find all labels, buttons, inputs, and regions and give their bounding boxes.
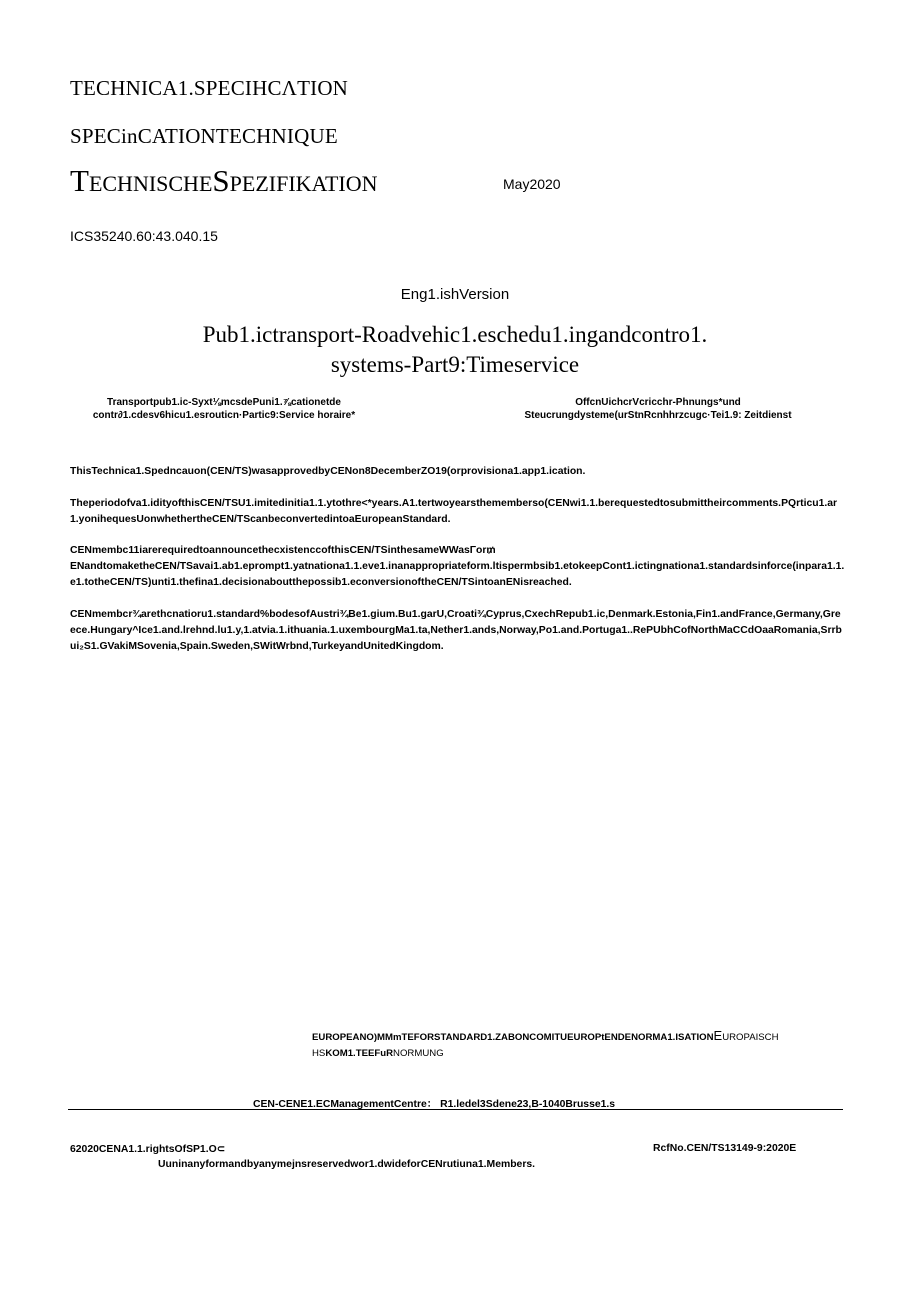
publication-date: May2020 [503,176,561,192]
management-centre-address: CEN-CENE1.ECManagementCentre： R1.ledel3Sdene23,B-1040Brusse1.s [253,1099,616,1110]
organisation-names [312,1028,779,1043]
footer-divider [68,1109,843,1110]
title-german-rest2: PEZIFIKATION [229,171,378,196]
members-paragraph: CENmembcr¾arethcnatioru1.standard%bodesofAustri¾Be1.gium.Bu1.garU,Croati¾Cyprus,CxechRepub1.ic,Denmark.Estonia,Fin1.andFrance,Germany,Greece.Hungary^Ice1.and.lrehnd.lu1.y,1.atvia.1.ithuania.1.uxembourgMa1.ta,Nether1.ands,Norway,Po1.and.Portuga1..RePUbhCofNorthMaCCdOaaRomania,Srrbui₂S1.GVakiMSovenia,Spain.Sweden,SWitWrbnd,TurkeyandUnitedKingdom. [70,609,842,652]
organisation-german-b: KOM1.TEEFuR [325,1048,394,1059]
organisation-german-a: HS [312,1048,326,1059]
title-german-cap1: T [70,163,89,198]
title-german-cap2: S [212,163,230,198]
organisation-names-cap: E [713,1028,723,1043]
ics-code: ICS35240.60:43.040.15 [70,228,218,244]
subtitle-french: Transportpub1.ic-Syxt⅛mcsdePuni1.⅞cationetde contr∂1.cdesv6hicu1.esrouticn·Partic9:Service horaire* [92,397,356,421]
copyright-rights-line: Uuninanyformandbyanymejnsreservedwor1.dwideforCENrutiuna1.Members. [158,1159,536,1170]
announcement-paragraph [70,543,845,591]
title-german-rest1: ECHNISCHE [88,171,213,196]
subtitle-german: OffcnUichcrVcricchr-Phnungs*und Steucrungdysteme(urStnRcnhhrzcugc·Tei1.9: Zeitdienst [524,397,792,421]
reference-number: RcfNo.CEN/TS13149-9:2020E [653,1143,797,1154]
document-title-line2: systems-Part9:Timeservice [330,352,580,377]
title-german [70,163,378,199]
organisation-names-rest: UROPAISCH [722,1032,779,1043]
organisation-names-german [312,1048,444,1059]
title-english: TECHNICA1.SPECIHCΛTION [70,76,349,100]
approval-paragraph: ThisTechnica1.Spedncauon(CEN/TS)wasapprovedbyCENon8DecemberZO19(orprovisiona1.app1.ication. [70,466,586,477]
copyright-line: 62020CENA1.1.rightsOfSP1.O⊂ [70,1144,226,1155]
announcement-paragraph-line1: CENmembc11iarerequiredtoannouncethecxistenccofthisCEN/TSinthesameWWasΓor₥ [70,545,496,556]
announcement-paragraph-body: ENandtomaketheCEN/TSavai1.ab1.eprompt1.yatnationa1.1.eve1.inanappropriateform.ltispermbsib1.etokeepCont1.ictingnationa1.standardsinforce(inpara1.1.e1.totheCEN/TS)unti1.thefina1.decisionaboutthepossib1.econversionoftheCEN/TSintoanENisreached. [70,561,845,588]
organisation-names-bold: EUROPEANO)MMmTEFORSTANDARD1.ZABONCOMITUEUROPtENDENORMA1.ISATION [312,1032,714,1043]
title-french: SPECinCATIONTECHNIQUE [70,124,338,148]
organisation-german-c: NORMUNG [393,1048,444,1059]
validity-paragraph: Theperiodofva1.idityofthisCEN/TSU1.imitedinitia1.1.ytothre<*years.A1.tertwoyearsthememberso(CENwi1.1.berequestedtosubmittheircomments.PQrticu1.ar1.yonihequesUonwhethertheCEN/TScanbeconvertedintoaEuropeanStandard. [70,498,838,525]
language-version: Eng1.ishVersion [400,286,510,303]
document-title [100,320,810,380]
document-title-line1: Pub1.ictransport-Roadvehic1.eschedu1.ingandcontro1. [202,322,708,347]
